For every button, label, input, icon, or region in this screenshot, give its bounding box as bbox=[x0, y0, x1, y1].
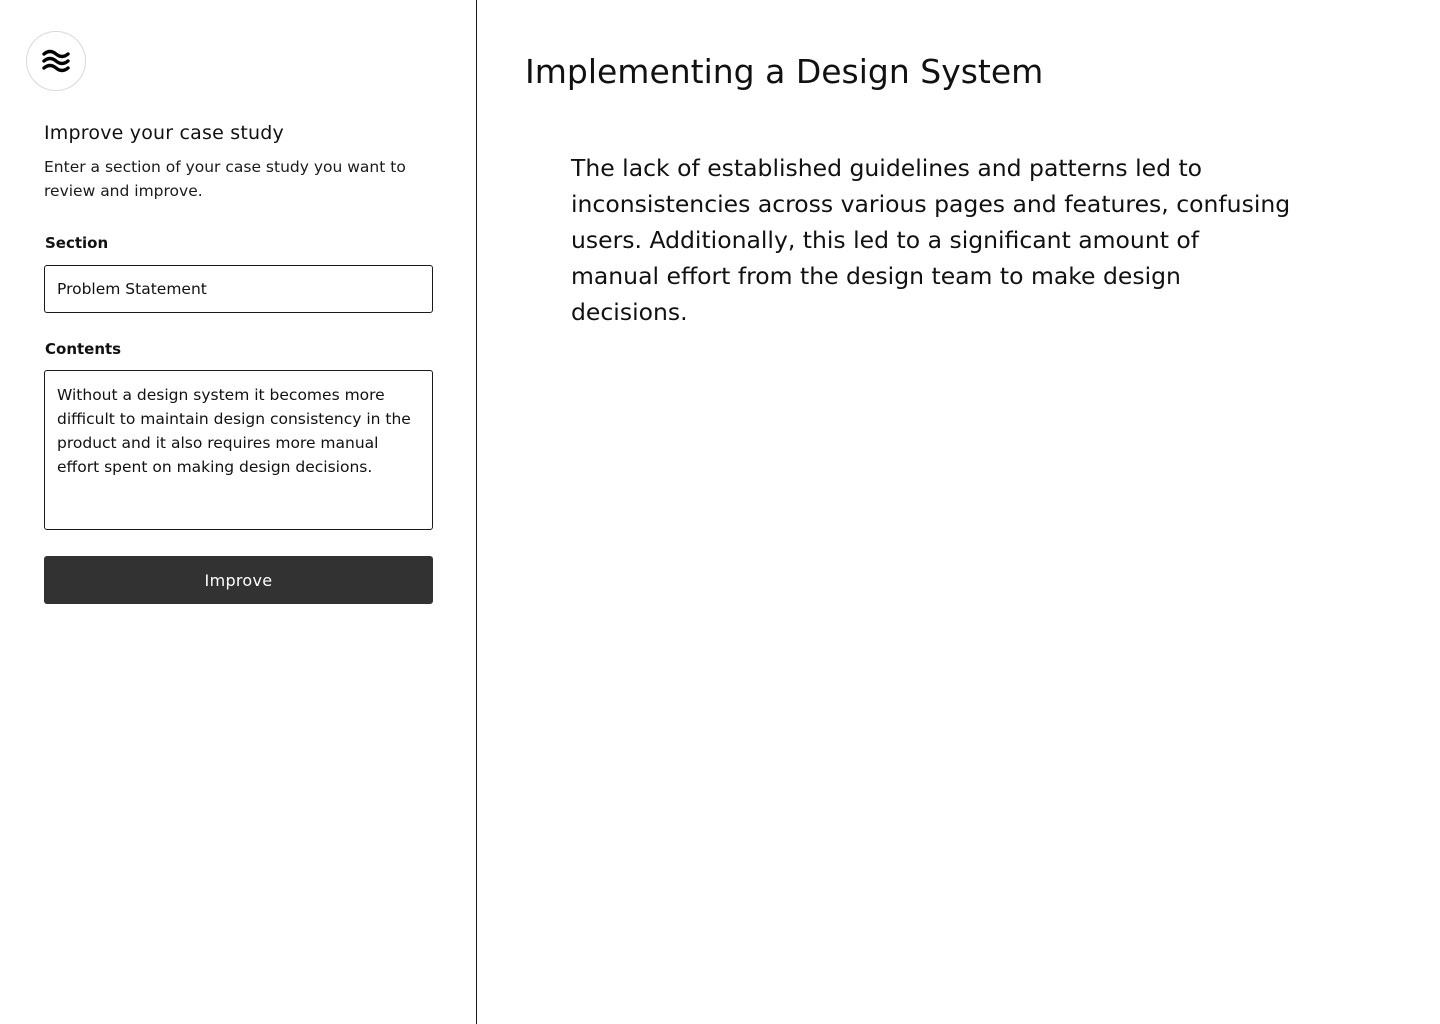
document-body: The lack of established guidelines and patterns led to inconsistencies across various pages and features, confusing users. Additionally, this led to a significant amount of manual effort from the design team to make design decisions. bbox=[571, 154, 1291, 326]
section-input[interactable] bbox=[44, 265, 433, 313]
sidebar-panel bbox=[0, 0, 477, 1024]
improve-button[interactable]: Improve bbox=[44, 556, 433, 604]
main-content bbox=[478, 0, 1440, 1024]
contents-textarea[interactable] bbox=[44, 370, 433, 530]
logo[interactable] bbox=[26, 31, 86, 91]
contents-label: Contents bbox=[45, 340, 122, 358]
panel-description: Enter a section of your case study you want to review and improve. bbox=[44, 158, 406, 200]
waves-icon bbox=[41, 46, 71, 76]
document-title: Implementing a Design System bbox=[525, 52, 1044, 91]
section-label: Section bbox=[45, 234, 109, 252]
panel-title: Improve your case study bbox=[44, 122, 284, 144]
